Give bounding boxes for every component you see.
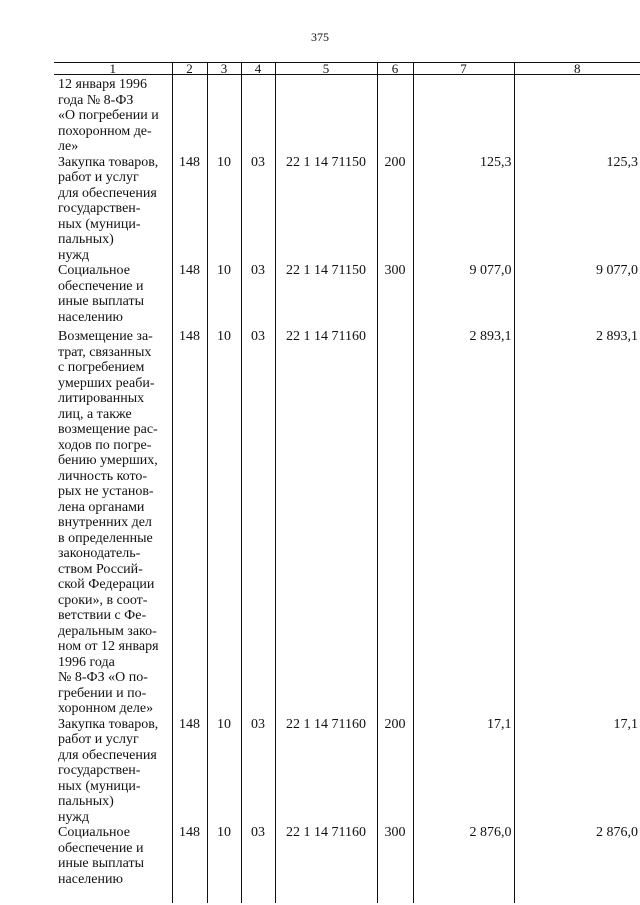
cell-ministry-code: 148 <box>172 825 207 903</box>
cell-expense-type: 200 <box>377 155 413 264</box>
table-row <box>54 75 640 155</box>
row-description: Закупка товаров, работ и услуг для обеспечения государствен- ных (муници- пальных) нужд <box>58 154 159 263</box>
cell-expense-type: 200 <box>377 717 413 826</box>
row-description: Социальное обеспечение и иные выплаты населению <box>58 263 144 325</box>
row-description: Возмещение за- трат, связанных с погребением умерших реаби- литированных лиц, а также возмещение рас- ходов по погре- бению умерших, личность кото- рых не установ- лена органами внутренних дел в определенные законодатель- ством Россий- ской Федерации сроки», в соот- ветствии с Фе- деральным зако- ном от 12 января 1996 года № 8-ФЗ «О по- гребении и по- хоронном деле» <box>58 329 159 716</box>
cell-section: 10 <box>207 717 241 826</box>
cell-subsection: 03 <box>241 329 275 717</box>
table-header-row <box>54 63 640 75</box>
cell-target-article: 22 1 14 71160 <box>275 329 377 717</box>
row-description: Социальное обеспечение и иные выплаты населению <box>58 825 144 887</box>
column-header: 5 <box>275 63 377 75</box>
cell-amount-7: 2 893,1 <box>413 329 514 717</box>
table-row <box>54 155 640 264</box>
cell-section: 10 <box>207 263 241 329</box>
cell-expense-type <box>377 329 413 717</box>
cell-amount-7: 9 077,0 <box>413 263 514 329</box>
column-header: 7 <box>413 63 514 75</box>
cell-amount-8: 125,3 <box>514 155 640 264</box>
column-header: 3 <box>207 63 241 75</box>
cell-target-article: 22 1 14 71160 <box>275 717 377 826</box>
cell-amount-8: 2 876,0 <box>514 825 640 903</box>
table-row <box>54 825 640 903</box>
row-description: Закупка товаров, работ и услуг для обеспечения государствен- ных (муници- пальных) нужд <box>58 716 159 825</box>
cell-ministry-code: 148 <box>172 263 207 329</box>
cell-target-article: 22 1 14 71160 <box>275 825 377 903</box>
cell-ministry-code <box>172 75 207 155</box>
column-header: 1 <box>54 63 172 75</box>
cell-section: 10 <box>207 825 241 903</box>
cell-section: 10 <box>207 155 241 264</box>
cell-expense-type: 300 <box>377 263 413 329</box>
page-number: 375 <box>311 30 329 44</box>
cell-target-article: 22 1 14 71150 <box>275 155 377 264</box>
column-header: 8 <box>514 63 640 75</box>
cell-amount-8: 2 893,1 <box>514 329 640 717</box>
cell-amount-7: 125,3 <box>413 155 514 264</box>
cell-subsection: 03 <box>241 717 275 826</box>
cell-section <box>207 75 241 155</box>
cell-amount-8: 17,1 <box>514 717 640 826</box>
cell-section: 10 <box>207 329 241 717</box>
column-header: 2 <box>172 63 207 75</box>
cell-target-article: 22 1 14 71150 <box>275 263 377 329</box>
cell-subsection: 03 <box>241 155 275 264</box>
cell-subsection <box>241 75 275 155</box>
cell-amount-8: 9 077,0 <box>514 263 640 329</box>
cell-target-article <box>275 75 377 155</box>
cell-subsection: 03 <box>241 825 275 903</box>
cell-amount-7: 2 876,0 <box>413 825 514 903</box>
cell-amount-8 <box>514 75 640 155</box>
table-row <box>54 329 640 717</box>
column-header: 6 <box>377 63 413 75</box>
cell-subsection: 03 <box>241 263 275 329</box>
cell-ministry-code: 148 <box>172 717 207 826</box>
table-row <box>54 263 640 329</box>
row-description: 12 января 1996 года № 8-ФЗ «О погребении и похоронном де- ле» <box>58 77 159 154</box>
budget-table <box>54 62 640 903</box>
cell-ministry-code: 148 <box>172 155 207 264</box>
cell-expense-type: 300 <box>377 825 413 903</box>
cell-amount-7: 17,1 <box>413 717 514 826</box>
cell-amount-7 <box>413 75 514 155</box>
cell-expense-type <box>377 75 413 155</box>
cell-ministry-code: 148 <box>172 329 207 717</box>
column-header: 4 <box>241 63 275 75</box>
table-row <box>54 717 640 826</box>
